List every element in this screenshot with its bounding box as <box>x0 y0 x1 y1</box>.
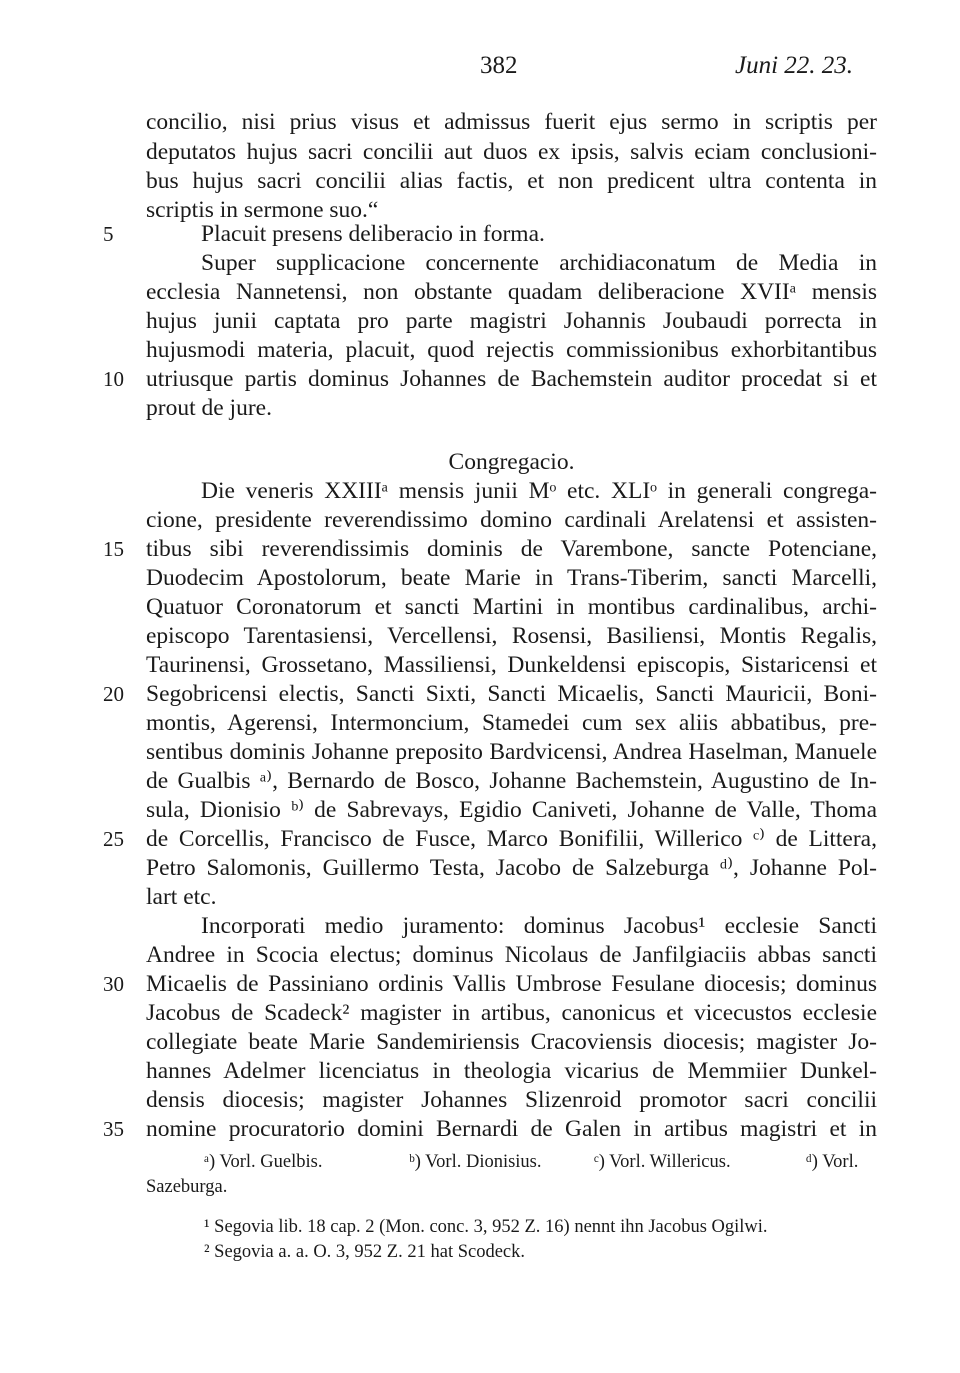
line-number: 35 <box>103 1117 124 1141</box>
text-line: Incorporati medio juramento: dominus Jacobus¹ ecclesie Sancti <box>201 913 877 939</box>
text-line: montis, Agerensi, Intermoncium, Stamedei cum sex aliis abbatibus, pre- <box>146 710 877 736</box>
line-number: 10 <box>103 367 124 391</box>
text-line: sentibus dominis Johanne preposito Bardvicensi, Andrea Haselman, Manuele <box>146 739 877 765</box>
text-line: prout de jure. <box>146 395 272 421</box>
text-line: nomine procuratorio domini Bernardi de Galen in artibus magistri et in <box>146 1116 877 1142</box>
variant-note-c: ᶜ) Vorl. Willericus. <box>594 1152 731 1172</box>
page-number: 382 <box>480 52 518 79</box>
variant-note-a: ᵃ) Vorl. Guelbis. <box>204 1152 323 1172</box>
text-line: Segobricensi electis, Sancti Sixti, Sancti Micaelis, Sancti Mauricii, Boni- <box>146 681 877 707</box>
text-line: tibus sibi reverendissimis dominis de Varembone, sancte Potenciane, <box>146 536 877 562</box>
text-line: sula, Dionisio ᵇ⁾ de Sabrevays, Egidio Caniveti, Johanne de Valle, Thoma <box>146 797 877 823</box>
text-line: hannes Adelmer licenciatus in theologia vicarius de Memmiier Dunkel- <box>146 1058 877 1084</box>
text-line: hujusmodi materia, placuit, quod rejectis commissionibus exhorbitantibus <box>146 337 877 363</box>
text-line: Micaelis de Passiniano ordinis Vallis Umbrose Fesulane diocesis; dominus <box>146 971 877 997</box>
text-line: hujus junii captata pro parte magistri Johannis Joubaudi porrecta in <box>146 308 877 334</box>
variant-note-d-continued: Sazeburga. <box>146 1177 228 1197</box>
text-line: scriptis in sermone suo.“ <box>146 197 379 223</box>
text-line: deputatos hujus sacri concilii aut duos ex ipsis, salvis eciam conclusioni- <box>146 139 877 165</box>
variant-note-d: ᵈ) Vorl. <box>806 1152 859 1172</box>
text-line: episcopo Tarentasiensi, Vercellensi, Rosensi, Basiliensi, Montis Regalis, <box>146 623 877 649</box>
text-line: Duodecim Apostolorum, beate Marie in Trans-Tiberim, sancti Marcelli, <box>146 565 877 591</box>
text-line: Quatuor Coronatorum et sancti Martini in montibus cardinalibus, archi- <box>146 594 877 620</box>
text-line: de Gualbis ᵃ⁾, Bernardo de Bosco, Johanne Bachemstein, Augustino de In- <box>146 768 877 794</box>
text-line: de Corcellis, Francisco de Fusce, Marco Bonifilii, Willerico ᶜ⁾ de Littera, <box>146 826 877 852</box>
text-line: ecclesia Nannetensi, non obstante quadam deliberacione XVIIᵃ mensis <box>146 279 877 305</box>
footnote-1: ¹ Segovia lib. 18 cap. 2 (Mon. conc. 3, 952 Z. 16) nennt ihn Jacobus Ogilwi. <box>204 1217 768 1237</box>
text-line: Andree in Scocia electus; dominus Nicolaus de Janfilgiaciis abbas sancti <box>146 942 877 968</box>
text-line: Petro Salomonis, Guillermo Testa, Jacobo de Salzeburga ᵈ⁾, Johanne Pol- <box>146 855 877 881</box>
line-number: 15 <box>103 537 124 561</box>
section-heading: Congregacio. <box>448 449 575 475</box>
line-number: 25 <box>103 827 124 851</box>
line-number: 5 <box>103 222 114 246</box>
line-number: 20 <box>103 682 124 706</box>
text-line: concilio, nisi prius visus et admissus fuerit ejus sermo in scriptis per <box>146 109 877 135</box>
text-line: lart etc. <box>146 884 217 910</box>
text-line: Placuit presens deliberacio in forma. <box>201 221 545 247</box>
page-header <box>0 52 960 92</box>
text-line: Jacobus de Scadeck² magister in artibus, canonicus et vicecustos ecclesie <box>146 1000 877 1026</box>
variant-note-b: ᵇ) Vorl. Dionisius. <box>409 1152 542 1172</box>
text-line: Taurinensi, Grossetano, Massiliensi, Dunkeldensi episcopis, Sistaricensi et <box>146 652 877 678</box>
text-line: Super supplicacione concernente archidiaconatum de Media in <box>201 250 877 276</box>
text-line: utriusque partis dominus Johannes de Bachemstein auditor procedat si et <box>146 366 877 392</box>
text-line: cione, presidente reverendissimo domino cardinali Arelatensi et assisten- <box>146 507 877 533</box>
text-line: collegiate beate Marie Sandemiriensis Cracoviensis diocesis; magister Jo- <box>146 1029 877 1055</box>
footnote-2: ² Segovia a. a. O. 3, 952 Z. 21 hat Scodeck. <box>204 1242 526 1262</box>
running-head: Juni 22. 23. <box>735 52 854 79</box>
line-number: 30 <box>103 972 124 996</box>
text-line: Die veneris XXIIIᵃ mensis junii Mᵒ etc. XLIᵒ in generali congrega- <box>201 478 877 504</box>
text-line: bus hujus sacri concilii alias factis, et non predicent ultra contenta in <box>146 168 877 194</box>
text-line: densis diocesis; magister Johannes Slizenroid promotor sacri concilii <box>146 1087 877 1113</box>
